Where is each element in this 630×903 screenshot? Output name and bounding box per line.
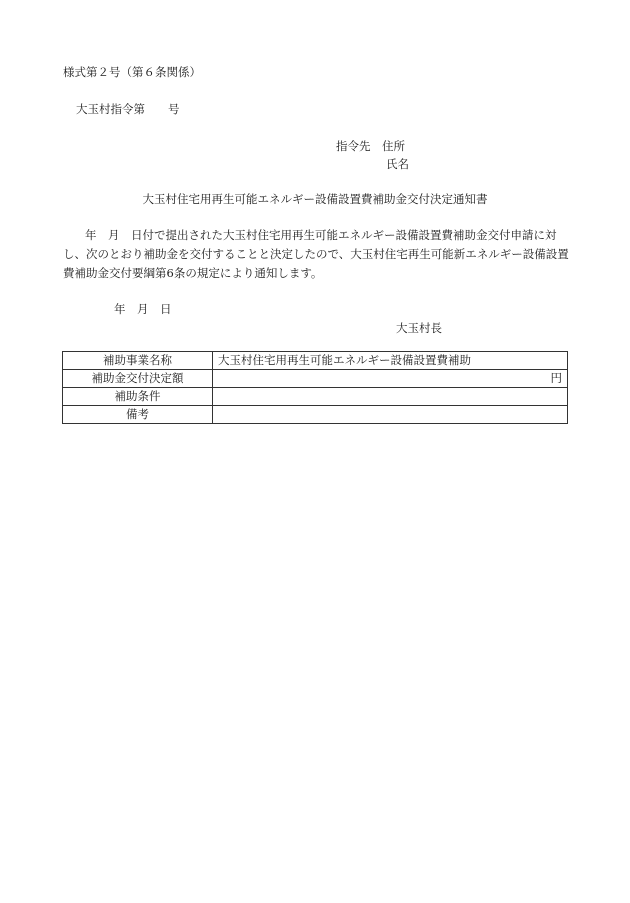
row-value: [213, 406, 568, 424]
row-value: [213, 388, 568, 406]
row-label: 備考: [63, 406, 213, 424]
document-title: 大玉村住宅用再生可能エネルギー設備設置費補助金交付決定通知書: [142, 192, 488, 206]
table-row: [63, 406, 568, 424]
body-paragraph: 年 月 日付で提出された大玉村住宅用再生可能エネルギー設備設置費補助金交付申請に対し、次のとおり補助金を交付することと決定したので、大玉村住宅再生可能新エネルギー設備設置費補助金交付要綱第6条の規定により通知します。: [63, 228, 569, 280]
table-row: [63, 370, 568, 388]
addressee-address-line: 指令先 住所: [336, 139, 405, 153]
addressee-name-line: 氏名: [386, 157, 409, 171]
table-row: [63, 388, 568, 406]
row-value: 円: [213, 370, 568, 388]
row-label: 補助条件: [63, 388, 213, 406]
grant-details-table: [62, 351, 568, 424]
row-label: 補助金交付決定額: [63, 370, 213, 388]
issuer-name: 大玉村長: [396, 321, 442, 335]
row-value: 大玉村住宅用再生可能エネルギー設備設置費補助: [213, 352, 568, 370]
table-row: [63, 352, 568, 370]
row-label: 補助事業名称: [63, 352, 213, 370]
form-number: 様式第２号（第６条関係）: [63, 65, 201, 79]
issue-number: 大玉村指令第 号: [76, 102, 180, 116]
date-line: 年 月 日: [114, 302, 172, 316]
